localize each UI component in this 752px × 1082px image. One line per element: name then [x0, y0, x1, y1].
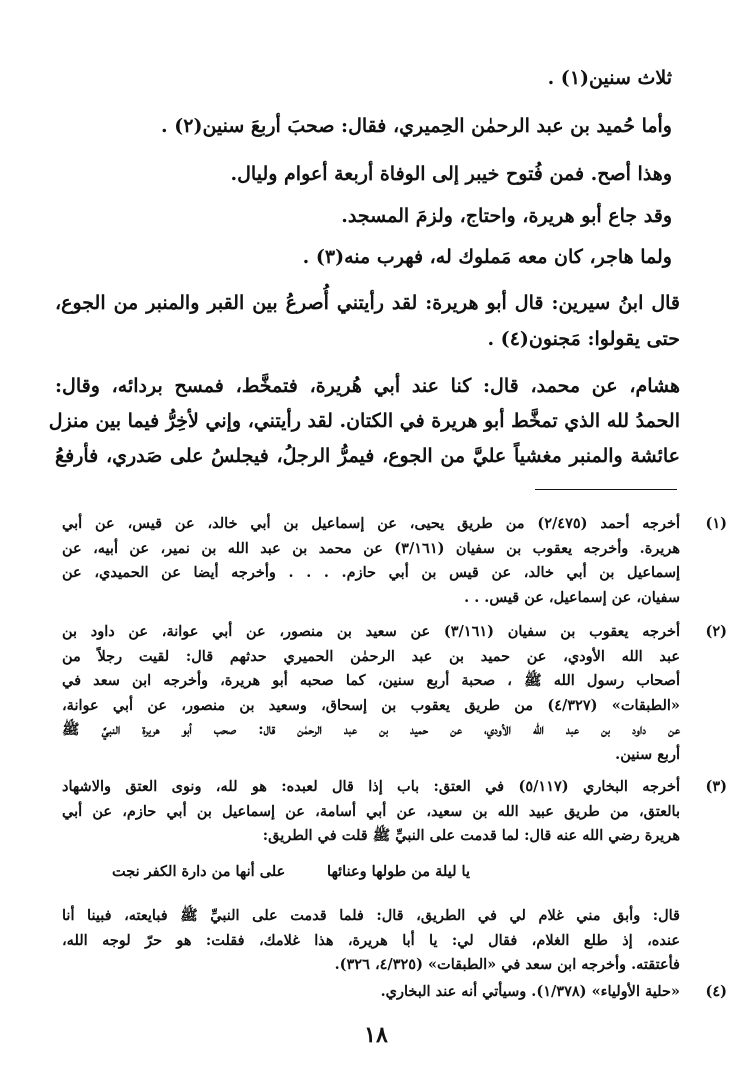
body-line-8: هشام، عن محمد، قال: كنا عند أبي هُريرة، فتمخَّط، فمسح بردائه، وقال: [55, 375, 680, 397]
body-line-9: الحمدُ لله الذي تمخَّط أبو هريرة في الكتان. لقد رأيتني، وإني لأخِرُّ فيما بين منزل [48, 410, 680, 432]
footnote-line: عن داود بن عبد الله الأودي، عن حميد بن عبد الرحمٰن قال: صحب أبو هريرة النبيَّ ﷺ [62, 721, 680, 739]
body-line-4: وقد جاع أبو هريرة، واحتاج، ولزمَ المسجد. [341, 205, 672, 227]
body-line-7: حتى يقولوا: مَجنون(٤) . [487, 328, 680, 350]
footnote-separator [535, 489, 677, 490]
footnote-number: (٤) [705, 983, 727, 1000]
footnote-line: قال: وأبق مني غلام لي في الطريق، قال: فلما قدمت على النبيِّ ﷺ فبايعته، فبينا أنا [62, 907, 680, 924]
footnote-line: إسماعيل بن أبي خالد، عن قيس بن أبي حازم. . . . وأخرجه أيضا عن الحميدي، عن [62, 564, 680, 582]
body-line-6: قال ابنُ سيرين: قال أبو هريرة: لقد رأيتني أُصرعُ بين القبر والمنبر من الجوع، [55, 292, 680, 314]
footnote-line: فأعتقته. وأخرجه ابن سعد في «الطبقات» (٤/٣٢٥، ٣٢٦). [334, 956, 680, 974]
footnote-line: سفيان، عن إسماعيل، عن قيس. . . [464, 588, 680, 606]
footnote-line: هريرة. وأخرجه يعقوب بن سفيان (٣/١٦١) عن محمد بن عبد الله بن نمير، عن أبيه، عن [62, 539, 680, 557]
body-line-2: وأما حُميد بن عبد الرحمٰن الحِميري، فقال: صحبَ أربعَ سنين(٢) . [161, 115, 672, 137]
footnote-4 [62, 980, 727, 1005]
body-line-1: ثلاث سنين(١) . [547, 67, 672, 89]
poem-verse [62, 860, 680, 884]
poem-first-hemistich: يا ليلة من طولها وعنائها [327, 863, 470, 880]
footnote-number: (١) [705, 515, 727, 532]
body-line-3: وهذا أصح. فمن فُتوح خيبر إلى الوفاة أربعة أعوام وليال. [230, 163, 672, 185]
footnote-1 [62, 512, 727, 610]
footnote-2 [62, 620, 727, 768]
poem-second-hemistich: على أنها من دارة الكفر نجت [112, 863, 286, 880]
footnote-line: أصحاب رسول الله ﷺ ، صحبة أربع سنين، كما صحبه أبو هريرة، وأخرجه ابن سعد في [62, 672, 680, 690]
footnote-line: أخرجه البخاري (٥/١١٧) في العتق: باب إذا قال لعبده: هو لله، ونوى العتق والاشهاد [62, 778, 680, 795]
footnote-line: «الطبقات» (٤/٣٢٧) من طريق يعقوب بن إسحاق، وسعيد بن منصور، عن أبي عوانة، [62, 696, 680, 714]
footnote-3 [62, 775, 727, 849]
footnote-number: (٣) [705, 778, 727, 795]
footnote-3-continued [62, 904, 680, 978]
footnote-line: بالعتق، من طريق عبيد الله بن سعيد، عن أبي أسامة، عن إسماعيل بن أبي حازم، عن أبي [62, 802, 680, 820]
footnote-line: أخرجه يعقوب بن سفيان (٣/١٦١) عن سعيد بن منصور، عن أبي عوانة، عن داود بن [62, 623, 680, 640]
footnote-line: أربع سنين. [615, 745, 680, 763]
footnote-line: عبد الله الأودي، عن حميد بن عبد الرحمٰن الحميري حدثهم قال: لقيت رجلاً من [62, 647, 680, 665]
footnote-line: أخرجه أحمد (٢/٤٧٥) من طريق يحيى، عن إسماعيل بن أبي خالد، عن قيس، عن أبي [62, 515, 680, 532]
footnote-line: هريرة رضي الله عنه قال: لما قدمت على النبيِّ ﷺ قلت في الطريق: [262, 827, 680, 845]
page-number: ١٨ [364, 1022, 388, 1048]
footnote-line: «حلية الأولياء» (١/٣٧٨). وسيأتي أنه عند البخاري. [380, 983, 680, 1000]
body-line-5: ولما هاجر، كان معه مَملوك له، فهرب منه(٣) . [302, 246, 672, 268]
footnote-line: عنده، إذ طلع الغلام، فقال لي: يا أبا هريرة، هذا غلامك، فقلت: هو حرّ لوجه الله، [62, 931, 680, 949]
footnote-number: (٢) [705, 623, 727, 640]
body-line-10: عائشة والمنبر مغشياً عليَّ من الجوع، فيمرُّ الرجلُ، فيجلسُ على صَدري، فأرفعُ [55, 445, 680, 467]
